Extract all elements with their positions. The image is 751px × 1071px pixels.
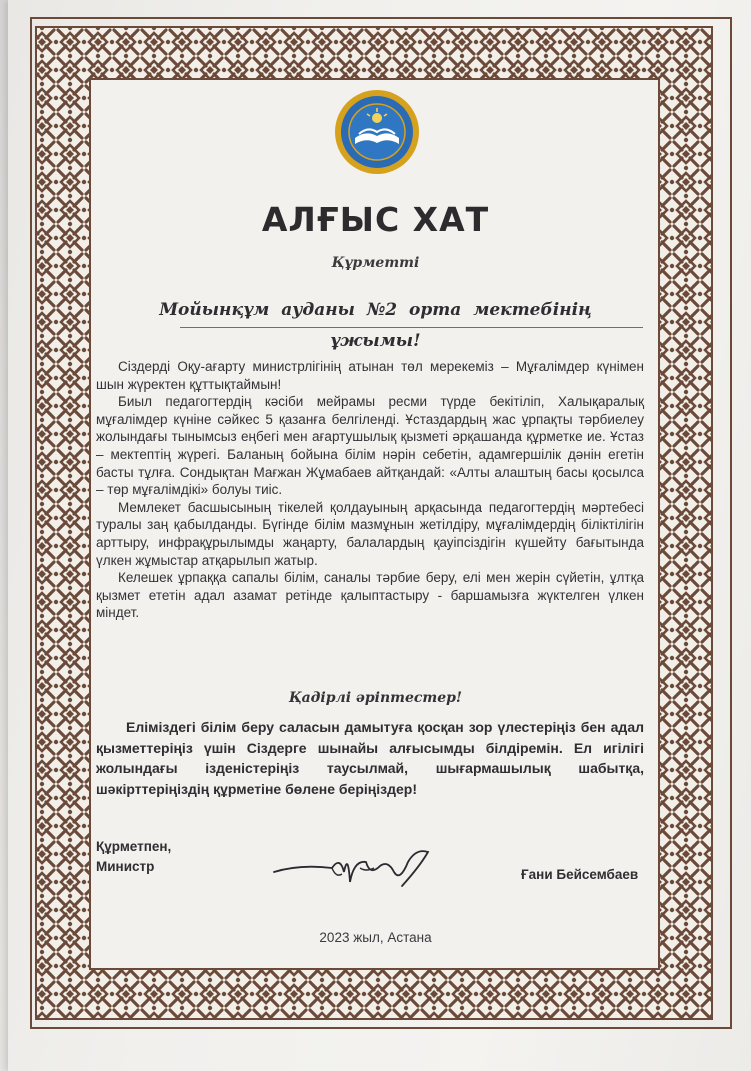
certificate-title: АЛҒЫС ХАТ [261,200,490,239]
paragraph-3: Мемлекет басшысының тікелей қолдауының арқасында педагогтердің мәртебесі туралы заң қабылданды. Бүгінде білім мазмұнын жетілдіру, мұғалімдердің біліктілігін арттыру, инфрақұрылымды жаңарту, балалардың қауіпсіздігін күшейту бағытында үлкен жұмыстар атқарылып жатыр. [96,499,644,568]
recipient-underline [180,327,643,328]
date-place: 2023 жыл, Астана [319,930,432,945]
closing-paragraph [96,717,644,799]
signer-name: Ғани Бейсембаев [521,867,639,882]
paragraph-1: Сіздерді Оқу-ағарту министрлігінің атынан төл мерекеміз – Мұғалімдер күнімен шын жүректен құттықтаймын! [96,359,644,392]
salutation: Құрметті [331,255,420,271]
paragraph-2: Биыл педагогтердің кәсіби мейрамы ресми түрде бекітіліп, Халықаралық мұғалімдер күніне сәйкес 5 қазанға белгіленді. Ұстаздардың жас ұрпақты тәрбиелеу жолындағы тынымсыз еңбегі мен ағартушылық қызметі әрқашанда құрметке ие. Ұстаз – мектептің жүрегі. Баланың бойына білім нәрін себетін, адамгершілік дәнін егетін басты тұлға. Сондықтан Мағжан Жұмабаев айтқандай: «Алты алаштың басы қосылса – төр мұғалімдікі» болуы тиіс. [96,394,644,498]
closing-text: Еліміздегі білім беру саласын дамытуға қосқан зор үлестеріңіз бен адал қызметтеріңіз үшін Сіздерге шынайы алғысымды білдіремін. Ел игілігі жолындағы ізденістеріңіз таусылмай, шығармашылық шабытқа, шәкірттеріңіздің құрметіне бөлене беріңіздер! [96,719,644,797]
respectfully-label: Құрметпен, [96,839,172,854]
recipient-line-2: ұжымы! [330,331,421,351]
position-label: Министр [96,859,155,874]
letter-body [96,358,644,622]
signature-block [96,837,171,877]
paragraph-4: Келешек ұрпаққа сапалы білім, саналы тәрбие беру, елі мен жерін сүйетін, ұлтқа қызмет ететін адал азамат ретінде қалыптастыру - баршамызға жүктелген үлкен міндет. [96,570,644,621]
dear-colleagues-heading: Қадірлі әріптестер! [288,690,463,706]
recipient-line-1: Мойынқұм ауданы №2 орта мектебінің [159,300,592,320]
signature-icon [270,842,445,894]
ministry-emblem-icon [333,88,421,176]
